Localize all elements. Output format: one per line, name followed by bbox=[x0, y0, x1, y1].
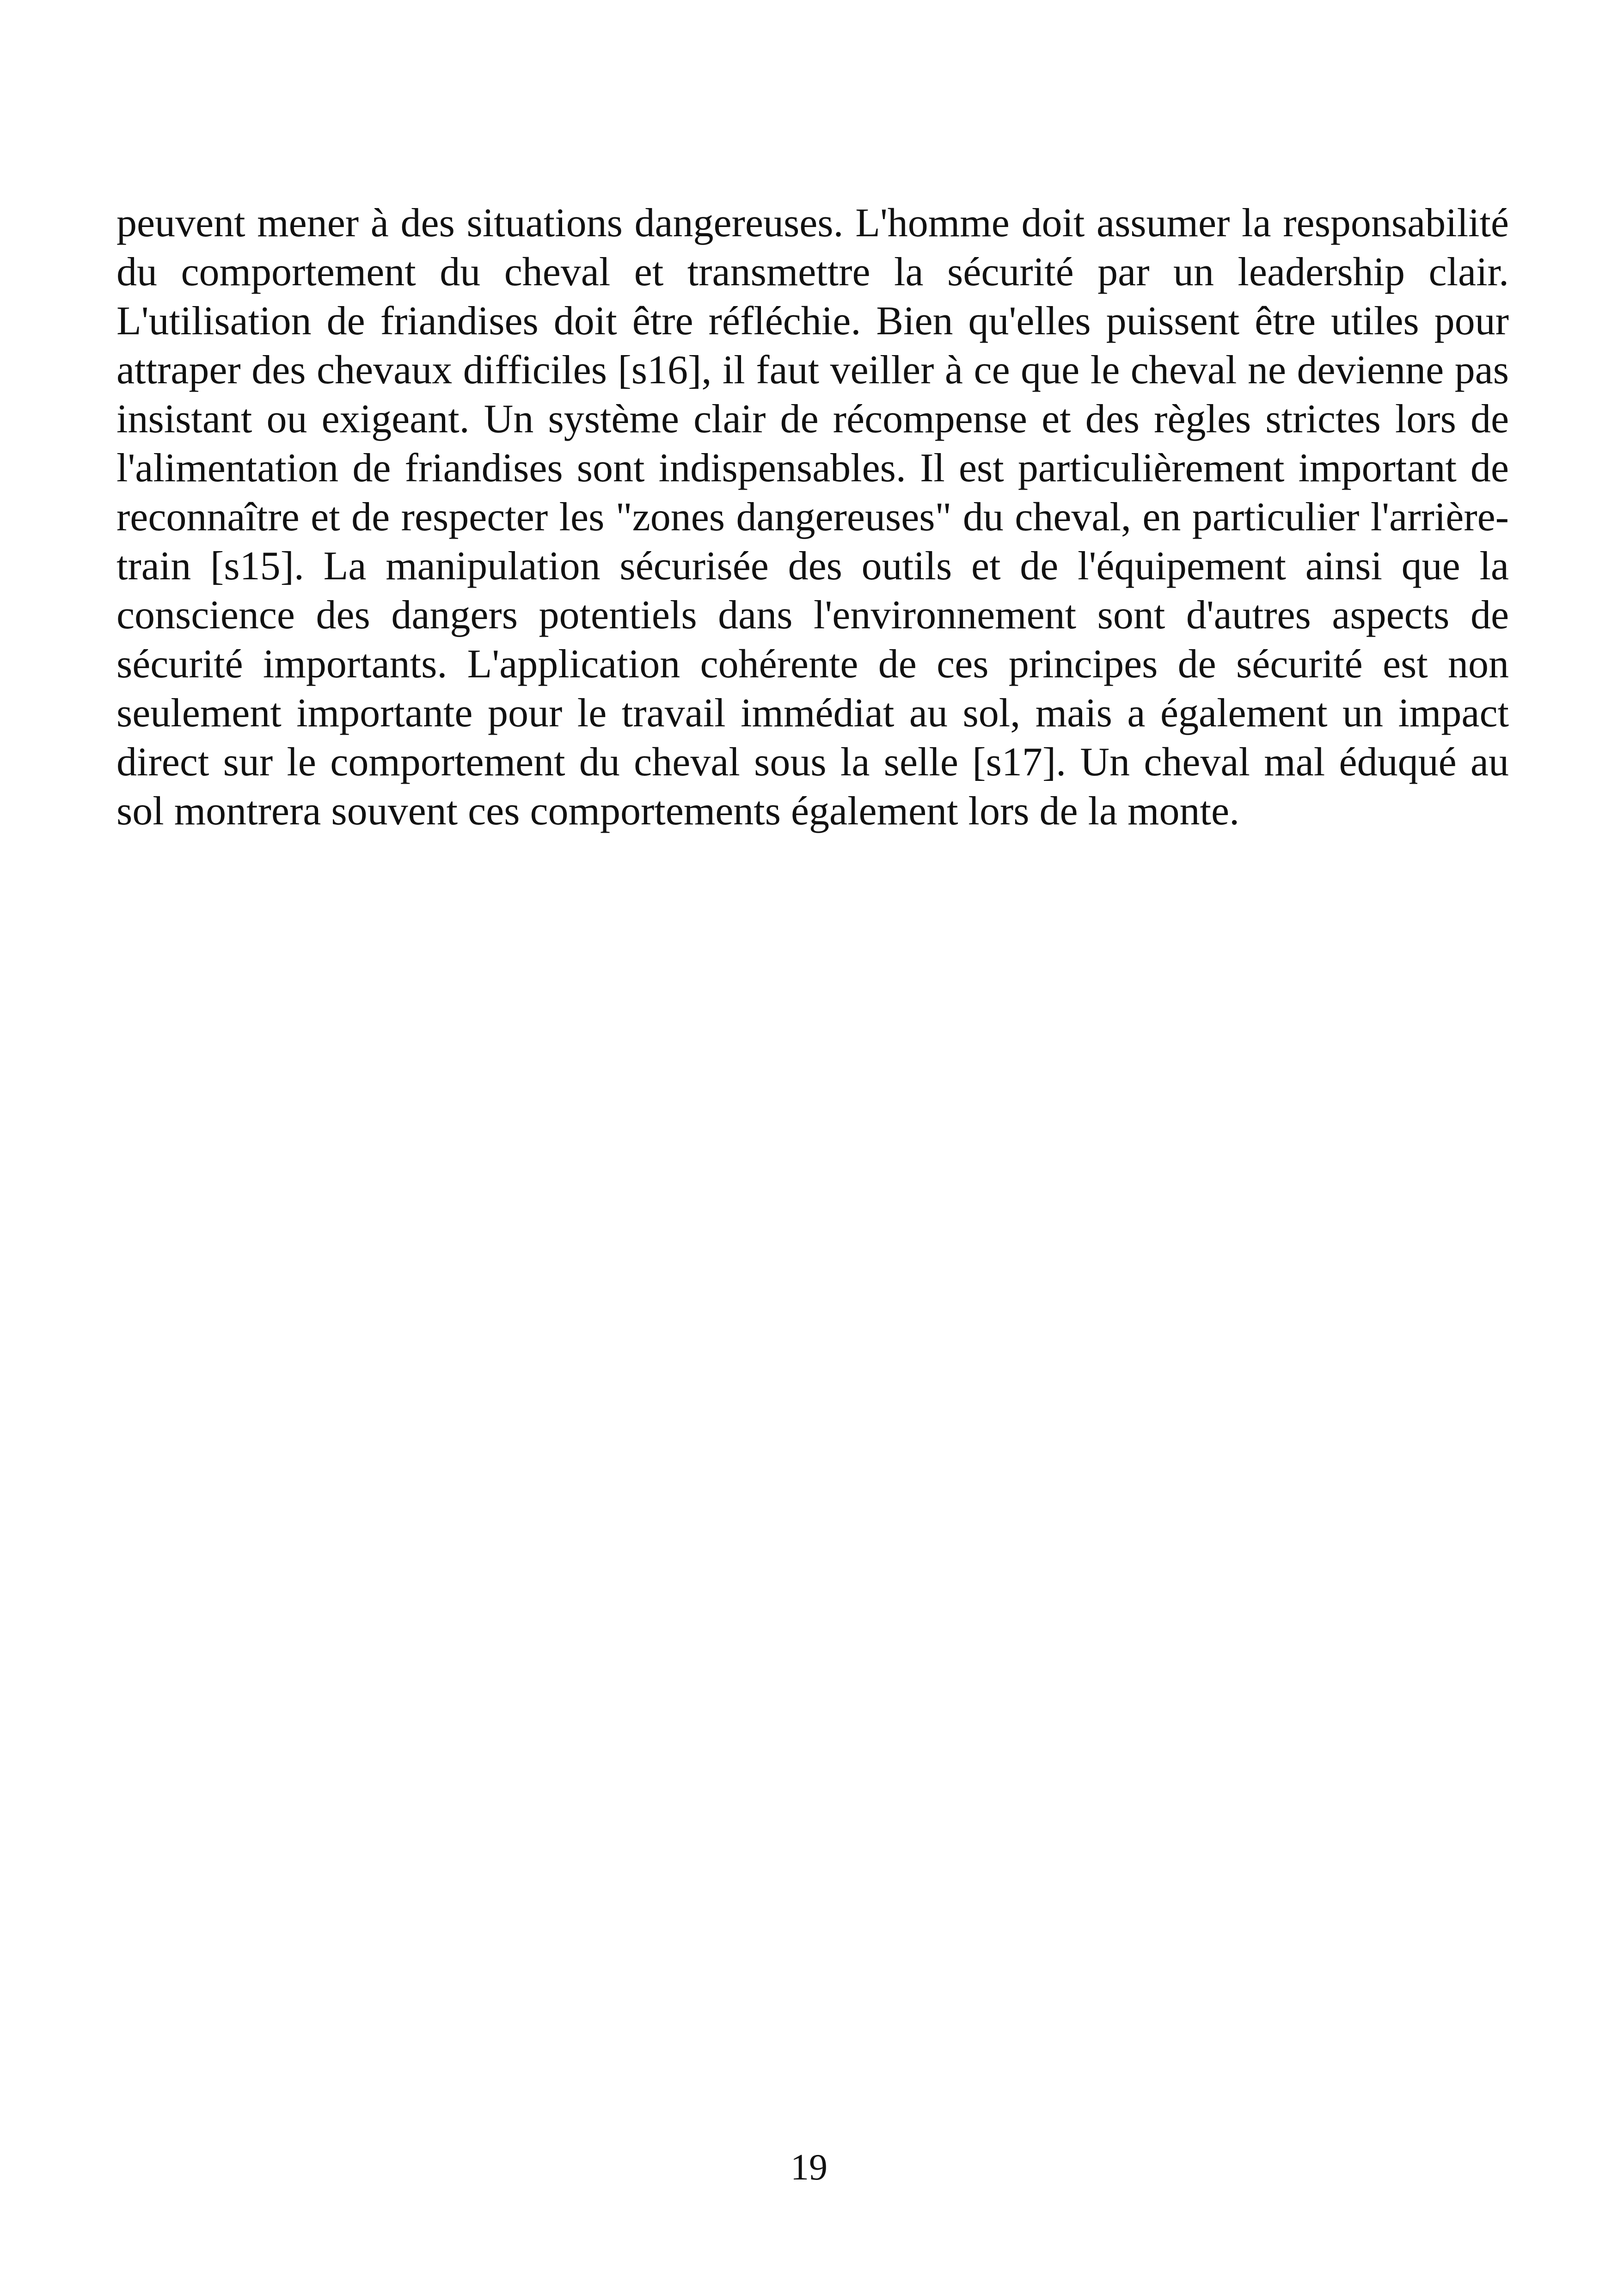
body-paragraph: peuvent mener à des situations dangereuses. L'homme doit assumer la responsabilité du comportement du cheval et transmettre la sécurité par un leadership clair. L'utilisation de friandises doit être réfléchie. Bien qu'elles puissent être utiles pour attraper des chevaux difficiles [s16], il faut veiller à ce que le cheval ne devienne pas insistant ou exigeant. Un système clair de récompense et des règles strictes lors de l'alimentation de friandises sont indispensables. Il est particulièrement important de reconnaître et de respecter les "zones dangereuses" du cheval, en particulier l'arrière-train [s15]. La manipulation sécurisée des outils et de l'équipement ainsi que la conscience des dangers potentiels dans l'environnement sont d'autres aspects de sécurité importants. L'application cohérente de ces principes de sécurité est non seulement importante pour le travail immédiat au sol, mais a également un impact direct sur le comportement du cheval sous la selle [s17]. Un cheval mal éduqué au sol montrera souvent ces comportements également lors de la monte. bbox=[116, 201, 1509, 834]
page-number: 19 bbox=[791, 2147, 827, 2188]
